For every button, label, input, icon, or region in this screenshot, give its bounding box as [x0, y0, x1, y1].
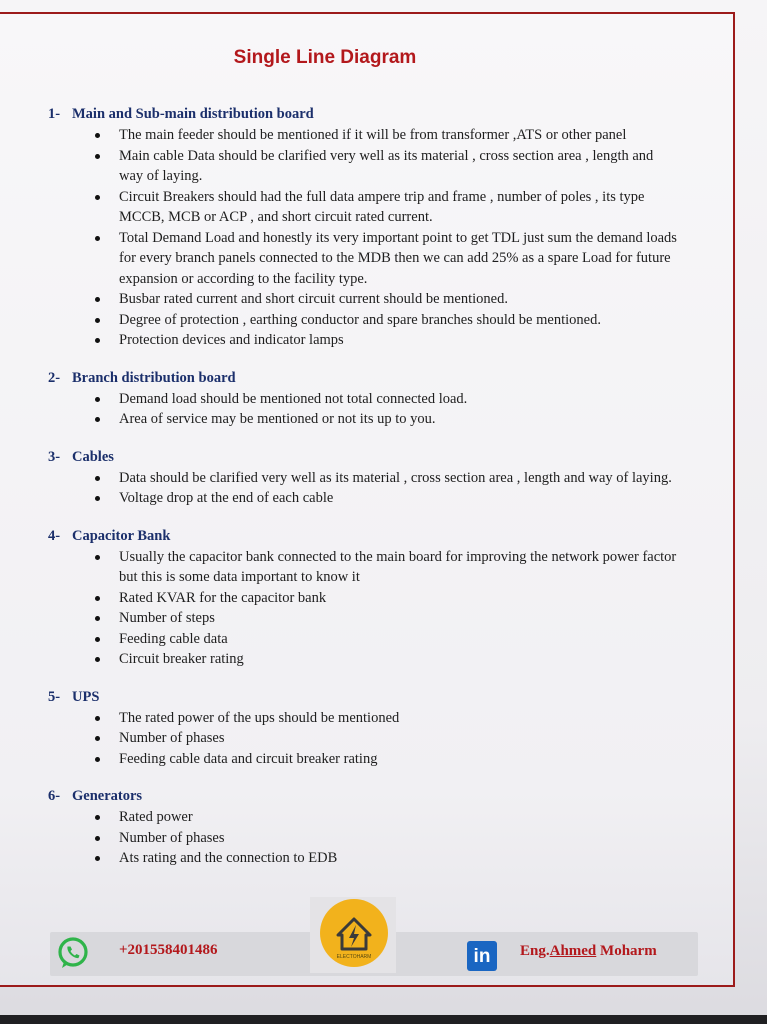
section-number: 5- [48, 688, 61, 705]
author-name[interactable] [520, 943, 657, 960]
bullet-item: Data should be clarified very well as its material , cross section area , length and way of laying. [48, 468, 688, 489]
bullet-item: Rated KVAR for the capacitor bank [48, 588, 688, 609]
bullet-item: Number of phases [48, 728, 688, 749]
section-title: Branch distribution board [72, 369, 236, 386]
section-title: Main and Sub-main distribution board [72, 106, 314, 122]
bullet-item: Feeding cable data [48, 629, 688, 650]
author-prefix: Eng. [520, 943, 550, 959]
section [48, 447, 688, 509]
bullet-item: Circuit Breakers should had the full data ampere trip and frame , number of poles , its type MCCB, MCB or ACP , and short circuit rated current. [48, 187, 688, 228]
bullet-item: Feeding cable data and circuit breaker rating [48, 749, 688, 770]
section-heading [48, 104, 688, 125]
section-number: 4- [48, 527, 61, 544]
bullet-item: Rated power [48, 807, 688, 828]
bullet-item: The rated power of the ups should be mentioned [48, 708, 688, 729]
section [48, 687, 688, 770]
section [48, 368, 688, 430]
whatsapp-icon[interactable] [55, 935, 91, 971]
author-last-name: Moharm [596, 943, 657, 959]
bullet-item: Circuit breaker rating [48, 649, 688, 670]
section-title: Capacitor Bank [72, 527, 171, 544]
section [48, 786, 688, 869]
bullet-item: Total Demand Load and honestly its very important point to get TDL just sum the demand loads for every branch panels connected to the MDB then we can add 25% as a spare Load for future expansion or according to the facility type. [48, 228, 688, 290]
linkedin-icon[interactable] [467, 941, 497, 971]
bullet-item: Number of steps [48, 608, 688, 629]
bullet-list [48, 468, 688, 509]
linkedin-icon-label: in [473, 946, 491, 967]
bullet-item: Busbar rated current and short circuit current should be mentioned. [48, 289, 688, 310]
bottom-edge [0, 1015, 767, 1024]
bullet-item: Demand load should be mentioned not total connected load. [48, 389, 688, 410]
logo-text: ELECTOHARM [336, 954, 372, 960]
bullet-item: Voltage drop at the end of each cable [48, 488, 688, 509]
section [48, 526, 688, 670]
bullet-item: Usually the capacitor bank connected to the main board for improving the network power factor but this is some data important to know it [48, 547, 688, 588]
section-number: 2- [48, 369, 61, 386]
bullet-list [48, 547, 688, 670]
bullet-item: Number of phases [48, 828, 688, 849]
author-first-name: Ahmed [549, 943, 597, 959]
section-heading [48, 368, 688, 389]
bullet-item: Area of service may be mentioned or not its up to you. [48, 409, 688, 430]
bullet-list [48, 389, 688, 430]
section-heading [48, 786, 688, 807]
bullet-list [48, 125, 688, 351]
section-heading [48, 447, 688, 468]
section-title: Generators [72, 788, 143, 804]
bullet-item: Ats rating and the connection to EDB [48, 848, 688, 869]
bullet-item: Main cable Data should be clarified very well as its material , cross section area , length and way of laying. [48, 146, 688, 187]
bullet-item: The main feeder should be mentioned if it will be from transformer ,ATS or other panel [48, 125, 688, 146]
bullet-item: Degree of protection , earthing conductor and spare branches should be mentioned. [48, 310, 688, 331]
page-title: Single Line Diagram [233, 47, 417, 68]
electoharm-logo [314, 898, 394, 968]
section-title: UPS [72, 688, 100, 705]
section-heading [48, 526, 688, 547]
section [48, 104, 688, 351]
sections-list [48, 104, 688, 886]
bullet-list [48, 708, 688, 770]
section-heading [48, 687, 688, 708]
section-number: 1- [48, 106, 61, 122]
section-title: Cables [72, 448, 114, 465]
phone-number[interactable]: +201558401486 [119, 942, 218, 958]
section-number: 6- [48, 788, 61, 804]
bullet-item: Protection devices and indicator lamps [48, 330, 688, 351]
bullet-list [48, 807, 688, 869]
section-number: 3- [48, 448, 61, 465]
